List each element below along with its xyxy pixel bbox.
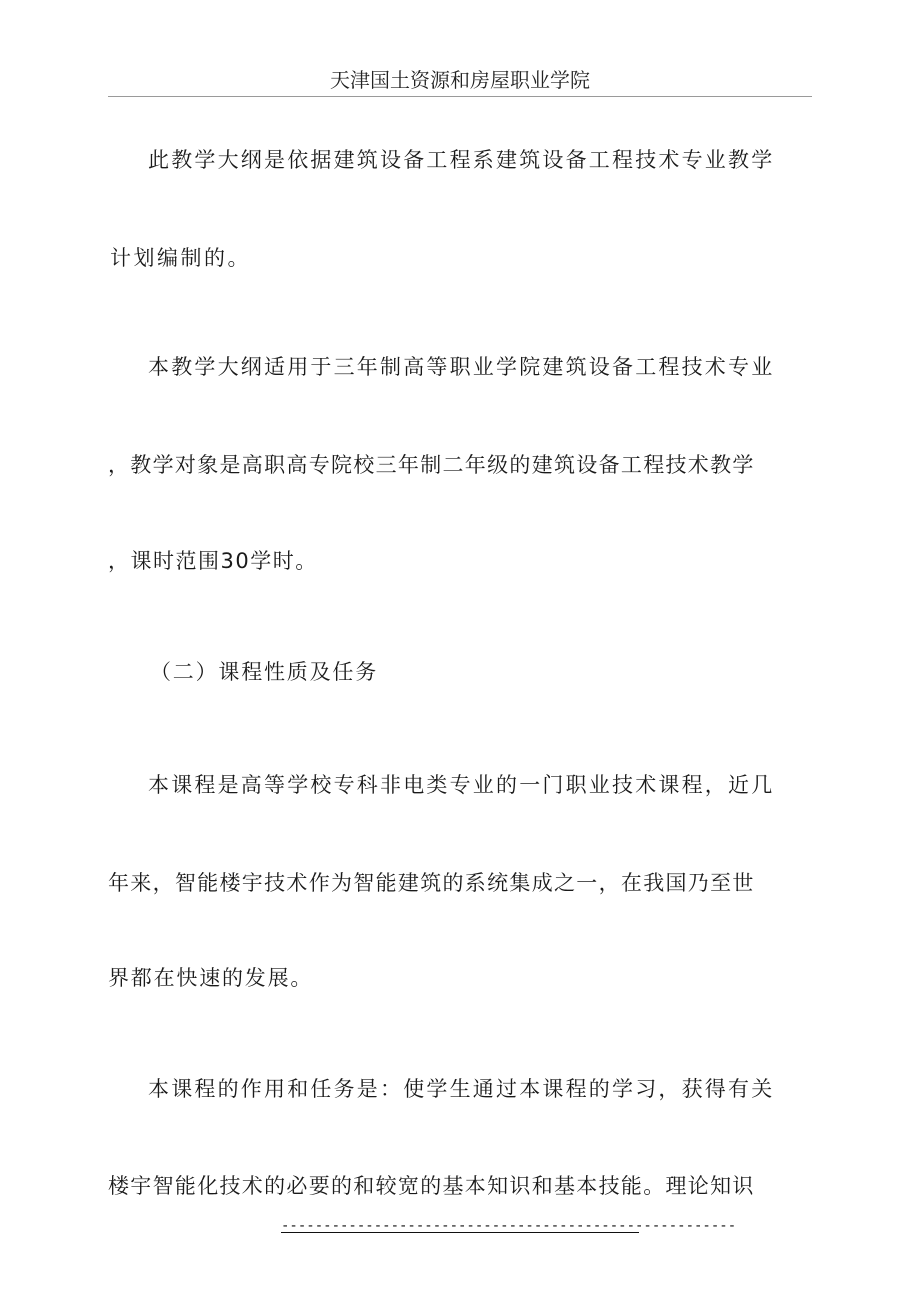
section-heading: （二）课程性质及任务: [150, 660, 378, 684]
paragraph-1-line-1: 此教学大纲是依据建筑设备工程系建筑设备工程技术专业教学: [148, 148, 775, 172]
footer-dashed-separator: ------------------------------------------------------: [281, 1218, 737, 1234]
footer-underline: [281, 1232, 639, 1233]
page-header-title: 天津国土资源和房屋职业学院: [330, 68, 590, 92]
paragraph-2-line-3: ，课时范围30学时。: [108, 549, 318, 573]
header-divider: [108, 96, 812, 97]
paragraph-2-line-1: 本教学大纲适用于三年制高等职业学院建筑设备工程技术专业: [148, 355, 775, 379]
paragraph-3-line-2: 年来，智能楼宇技术作为智能建筑的系统集成之一，在我国乃至世: [108, 871, 755, 895]
paragraph-2-line-2: ，教学对象是高职高专院校三年制二年级的建筑设备工程技术教学: [108, 453, 755, 477]
paragraph-4-line-2: 楼宇智能化技术的必要的和较宽的基本知识和基本技能。理论知识: [108, 1174, 755, 1198]
paragraph-3-line-3: 界都在快速的发展。: [108, 966, 314, 990]
paragraph-1-line-2: 计划编制的。: [110, 246, 251, 270]
paragraph-3-line-1: 本课程是高等学校专科非电类专业的一门职业技术课程，近几: [148, 773, 775, 797]
paragraph-4-line-1: 本课程的作用和任务是：使学生通过本课程的学习，获得有关: [148, 1077, 775, 1101]
